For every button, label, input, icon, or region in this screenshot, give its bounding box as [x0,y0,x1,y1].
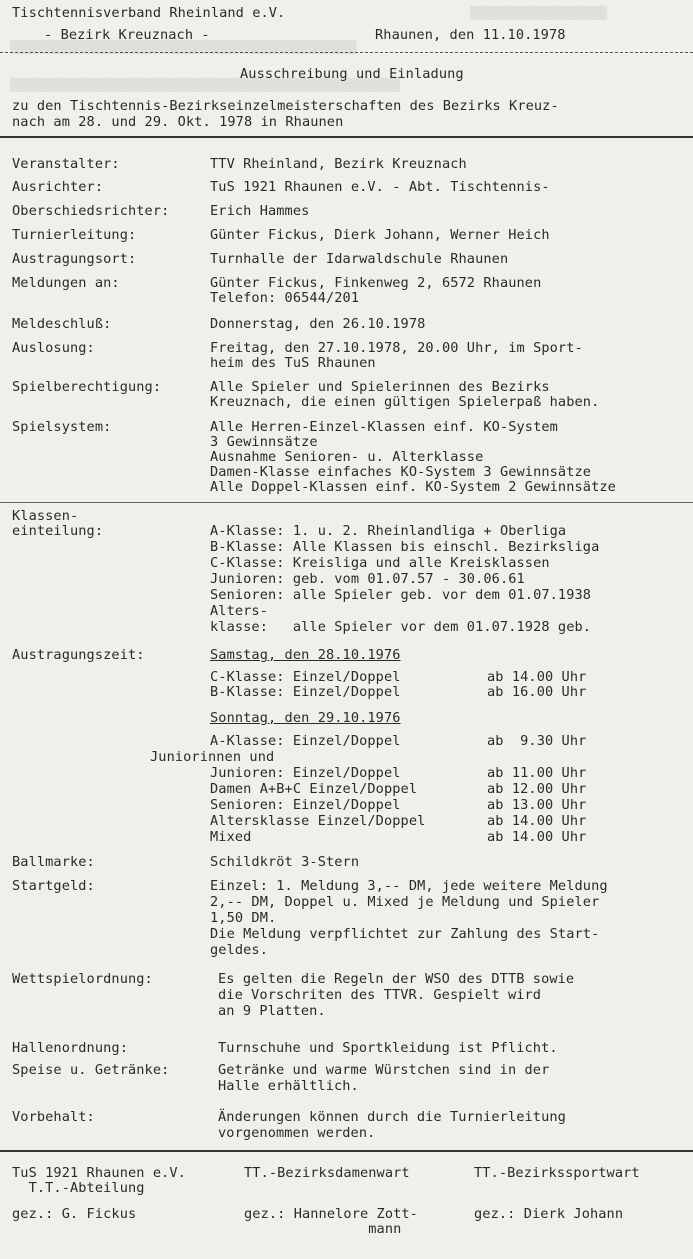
value-turnierleitung: Günter Fickus, Dierk Johann, Werner Heich [210,227,550,243]
divider [0,502,693,503]
label-veranstalter: Veranstalter: [12,156,120,172]
footer-damenwart: TT.-Bezirksdamenwart [244,1165,410,1181]
label-speise: Speise u. Getränke: [12,1062,170,1078]
value-spielberechtigung: Alle Spieler und Spielerinnen des Bezirks [210,379,550,395]
label-turnierleitung: Turnierleitung: [12,227,137,243]
label-austragungszeit: Austragungszeit: [12,647,145,663]
schedule-time: ab 13.00 Uhr [487,797,587,813]
value-startgeld: geldes. [210,942,268,958]
schedule-event: Senioren: Einzel/Doppel [210,797,401,813]
value-vorbehalt: vorgenommen werden. [218,1125,376,1141]
label-ausrichter: Ausrichter: [12,179,104,195]
schedule-event: C-Klasse: Einzel/Doppel [210,669,401,685]
value-spielsystem: Damen-Klasse einfaches KO-System 3 Gewinnsätze [210,464,592,480]
value-speise: Halle erhältlich. [218,1078,359,1094]
org-name: Tischtennisverband Rheinland e.V. [12,5,286,21]
value-meldungen: Günter Fickus, Finkenweg 2, 6572 Rhaunen [210,275,542,291]
label-meldungen: Meldungen an: [12,275,120,291]
value-wettspielordnung: an 9 Platten. [218,1003,326,1019]
doc-title: Ausschreibung und Einladung [240,66,464,82]
label-hallenordnung: Hallenordnung: [12,1040,128,1056]
value-klassen: Junioren: geb. vom 01.07.57 - 30.06.61 [210,571,525,587]
value-spielsystem: Alle Herren-Einzel-Klassen einf. KO-System [210,419,558,435]
signature-johann: gez.: Dierk Johann [474,1206,624,1222]
value-startgeld: 2,-- DM, Doppel u. Mixed je Meldung und Spieler [210,894,600,910]
value-veranstalter: TTV Rheinland, Bezirk Kreuznach [210,156,467,172]
value-speise: Getränke und warme Würstchen sind in der [218,1062,550,1078]
value-klassen: Senioren: alle Spieler geb. vor dem 01.07.1938 [210,587,592,603]
day1-heading: Samstag, den 28.10.1976 [210,647,401,663]
schedule-time: ab 14.00 Uhr [487,813,587,829]
label-klassen: Klassen- [12,508,79,524]
value-hallenordnung: Turnschuhe und Sportkleidung ist Pflicht. [218,1040,558,1056]
value-startgeld: Die Meldung verpflichtet zur Zahlung des Start- [210,926,600,942]
schedule-event: Juniorinnen und [150,749,275,765]
divider [0,136,693,138]
label-spielsystem: Spielsystem: [12,419,112,435]
value-klassen: A-Klasse: 1. u. 2. Rheinlandliga + Oberliga [210,523,567,539]
signature-zottmann: gez.: Hannelore Zott- [244,1206,418,1222]
label-austragungsort: Austragungsort: [12,251,137,267]
value-wettspielordnung: die Vorschriten des TTVR. Gespielt wird [218,987,542,1003]
place-date: Rhaunen, den 11.10.1978 [375,27,566,43]
value-meldungen: Telefon: 06544/201 [210,290,360,306]
value-vorbehalt: Änderungen können durch die Turnierleitung [218,1109,566,1125]
divider [0,52,693,53]
schedule-time: ab 14.00 Uhr [487,669,587,685]
label-wettspielordnung: Wettspielordnung: [12,971,153,987]
value-ausrichter: TuS 1921 Rhaunen e.V. - Abt. Tischtennis- [210,179,550,195]
schedule-event: Altersklasse Einzel/Doppel [210,813,426,829]
label-meldeschluss: Meldeschluß: [12,316,112,332]
district-name: - Bezirk Kreuznach - [44,27,210,43]
label-vorbehalt: Vorbehalt: [12,1109,95,1125]
label-spielberechtigung: Spielberechtigung: [12,379,162,395]
value-spielsystem: Ausnahme Senioren- u. Alterklasse [210,449,484,465]
value-spielsystem: 3 Gewinnsätze [210,434,318,450]
value-spielsystem: Alle Doppel-Klassen einf. KO-System 2 Gewinnsätze [210,479,616,495]
schedule-event: Junioren: Einzel/Doppel [210,765,401,781]
schedule-event: Damen A+B+C Einzel/Doppel [210,781,418,797]
signature-zottmann: mann [244,1221,402,1237]
value-klassen: C-Klasse: Kreisliga und alle Kreisklassen [210,555,550,571]
value-startgeld: Einzel: 1. Meldung 3,-- DM, jede weitere Meldung [210,878,608,894]
divider [0,1150,693,1152]
label-startgeld: Startgeld: [12,878,95,894]
bleed-through: ▒▒▒▒▒▒▒▒▒▒▒▒▒▒▒▒▒▒▒▒▒▒▒▒▒▒▒▒▒▒▒▒▒▒▒▒▒▒▒▒▒▒▒▒▒▒▒▒▒▒▒▒▒▒ [10,78,401,92]
label-oberschiedsrichter: Oberschiedsrichter: [12,203,170,219]
schedule-time: ab 16.00 Uhr [487,684,587,700]
label-klassen: einteilung: [12,523,104,539]
intro-line: nach am 28. und 29. Okt. 1978 in Rhaunen [12,114,344,130]
day2-heading: Sonntag, den 29.10.1976 [210,710,401,726]
footer-club: TuS 1921 Rhaunen e.V. [12,1165,186,1181]
schedule-time: ab 11.00 Uhr [487,765,587,781]
bleed-through: ▒▒▒▒▒▒▒▒▒▒▒▒▒▒▒▒▒▒▒▒▒▒▒▒▒▒▒▒▒▒▒▒▒▒▒▒▒▒▒▒▒▒▒▒▒▒▒▒ [10,40,357,54]
value-austragungsort: Turnhalle der Idarwaldschule Rhaunen [210,251,509,267]
label-ballmarke: Ballmarke: [12,854,95,870]
bleed-through: ▒▒▒▒▒▒▒▒▒▒▒▒▒▒▒▒▒▒▒ [470,6,608,20]
intro-line: zu den Tischtennis-Bezirkseinzelmeisterschaften des Bezirks Kreuz- [12,98,559,114]
value-klassen: Alters- [210,603,268,619]
footer-sportwart: TT.-Bezirkssportwart [474,1165,640,1181]
schedule-time: ab 12.00 Uhr [487,781,587,797]
value-auslosung: Freitag, den 27.10.1978, 20.00 Uhr, im Sport- [210,340,583,356]
value-klassen: klasse: alle Spieler vor dem 01.07.1928 geb. [210,619,592,635]
value-oberschiedsrichter: Erich Hammes [210,203,310,219]
value-meldeschluss: Donnerstag, den 26.10.1978 [210,316,426,332]
schedule-event: Mixed [210,829,252,845]
schedule-time: ab 9.30 Uhr [487,733,587,749]
value-auslosung: heim des TuS Rhaunen [210,355,376,371]
signature-fickus: gez.: G. Fickus [12,1206,137,1222]
value-startgeld: 1,50 DM. [210,910,277,926]
value-wettspielordnung: Es gelten die Regeln der WSO des DTTB sowie [218,971,575,987]
label-auslosung: Auslosung: [12,340,95,356]
value-spielberechtigung: Kreuznach, die einen gültigen Spielerpaß haben. [210,394,600,410]
value-ballmarke: Schildkröt 3-Stern [210,854,360,870]
schedule-time: ab 14.00 Uhr [487,829,587,845]
value-klassen: B-Klasse: Alle Klassen bis einschl. Bezirksliga [210,539,600,555]
footer-club: T.T.-Abteilung [12,1180,145,1196]
schedule-event: A-Klasse: Einzel/Doppel [210,733,401,749]
schedule-event: B-Klasse: Einzel/Doppel [210,684,401,700]
